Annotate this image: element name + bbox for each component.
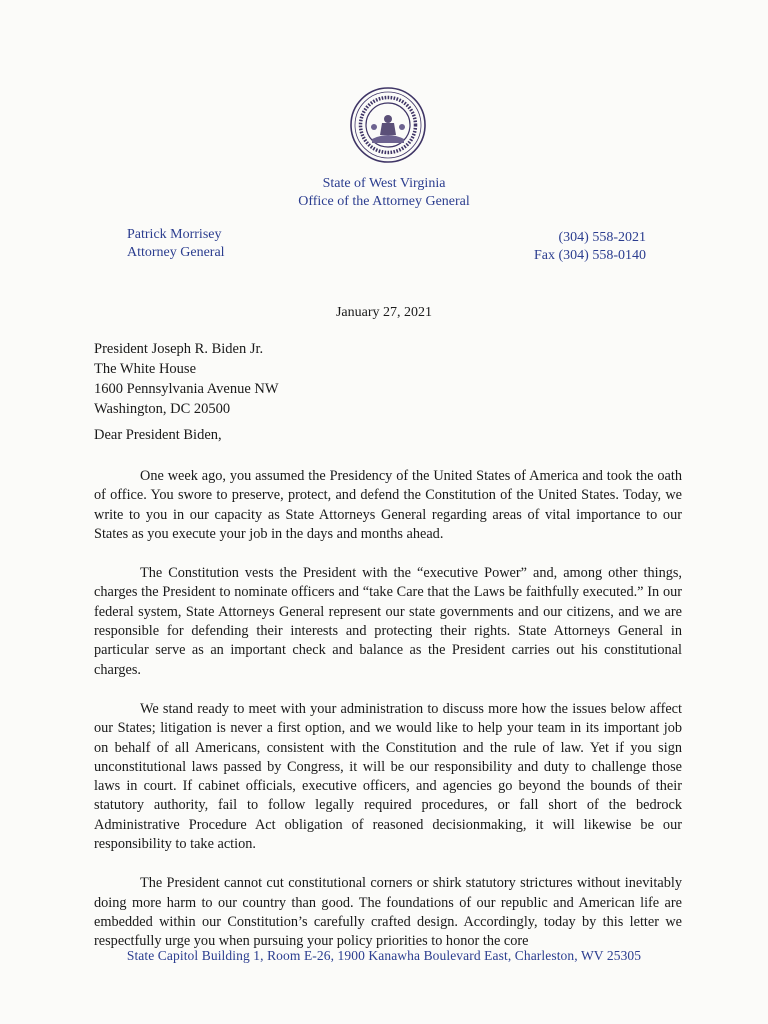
state-seal bbox=[350, 87, 426, 163]
recipient-line-2: 1600 Pennsylvania Avenue NW bbox=[94, 381, 279, 397]
recipient-address bbox=[94, 339, 279, 419]
sender-title: Attorney General bbox=[127, 245, 225, 260]
letter-body bbox=[94, 467, 682, 972]
letterhead bbox=[0, 175, 768, 211]
footer-address: State Capitol Building 1, Room E-26, 1900 Kanawha Boulevard East, Charleston, WV 25305 bbox=[126, 948, 642, 963]
letter-date: January 27, 2021 bbox=[335, 305, 433, 320]
sender-block bbox=[127, 226, 225, 262]
recipient-name: President Joseph R. Biden Jr. bbox=[94, 341, 264, 357]
letterhead-state: State of West Virginia bbox=[322, 176, 446, 191]
recipient-line-3: Washington, DC 20500 bbox=[94, 401, 231, 417]
body-paragraph: One week ago, you assumed the Presidency of the United States of America and took the oath of office. You swore to preserve, protect, and defend the Constitution of the United States. Today, we write to you in our capacity as State Attorneys General regarding areas of vital importance to our States as you execute your job in the days and months ahead. bbox=[94, 468, 682, 542]
recipient-line-1: The White House bbox=[94, 361, 197, 377]
body-paragraph: The President cannot cut constitutional corners or shirk statutory strictures without inevitably doing more harm to our country than good. The foundations of our republic and American life are embedded within our Constitution’s carefully crafted design. Accordingly, today by this letter we respectfully urge you when pursuing your policy priorities to honor the core bbox=[94, 875, 682, 950]
salutation: Dear President Biden, bbox=[94, 427, 222, 443]
body-paragraph: We stand ready to meet with your administration to discuss more how the issues below affect our States; litigation is never a first option, and we would like to help your team in its important job on behalf of all Americans, consistent with the Constitution and the rule of law. Yet if you sign unconstitutional laws passed by Congress, it will be our responsibility and duty to challenge those laws in court. If cabinet officials, executive officers, and agencies go beyond the bounds of their statutory authority, fail to follow legally required procedures, or fall short of the bedrock Administrative Procedure Act obligation of reasoned decisionmaking, it will likewise be our responsibility to take action. bbox=[94, 700, 682, 853]
contact-phone: (304) 558-2021 bbox=[558, 230, 646, 245]
sender-name: Patrick Morrisey bbox=[127, 227, 222, 242]
contact-fax: Fax (304) 558-0140 bbox=[534, 248, 646, 263]
letterhead-office-name: Office of the Attorney General bbox=[298, 194, 470, 209]
contact-block bbox=[534, 229, 646, 265]
body-paragraph: The Constitution vests the President with the “executive Power” and, among other things, charges the President to nominate officers and “take Care that the Laws be faithfully executed.” In our federal system, State Attorneys General represent our state governments and our citizens, and we are responsible for defending their interests and protecting their rights. State Attorneys General in particular serve as an important check and balance as the President carries out his constitutional charges. bbox=[94, 565, 682, 678]
